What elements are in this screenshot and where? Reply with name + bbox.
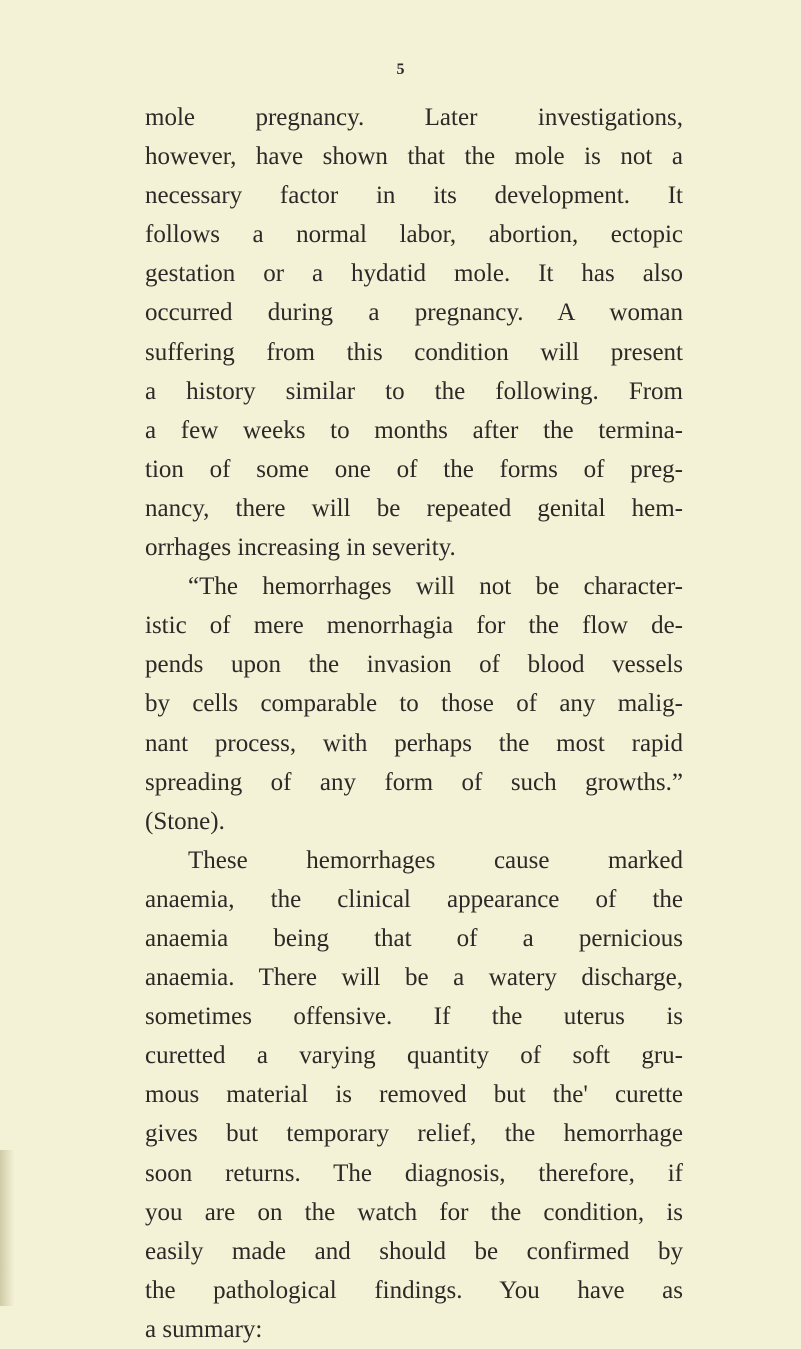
text-line: a summary: [145, 1315, 263, 1343]
text-line: you are on the watch for the condition, is [145, 1198, 683, 1226]
text-line: necessary factor in its development. It [145, 182, 683, 210]
text-line: nancy, there will be repeated genital hem- [145, 494, 683, 522]
text-line: istic of mere menorrhagia for the flow de- [145, 612, 683, 640]
text-line: the pathological findings. You have as [145, 1276, 683, 1304]
text-line: a history similar to the following. From [145, 377, 683, 405]
text-line: nant process, with perhaps the most rapid [145, 729, 683, 757]
text-line: anaemia. There will be a watery discharge, [145, 964, 683, 992]
text-line: orrhages increasing in severity. [145, 534, 456, 562]
text-line: mole pregnancy. Later investigations, [145, 104, 683, 131]
text-line: These hemorrhages cause marked [188, 846, 683, 874]
text-line: gives but temporary relief, the hemorrhage [145, 1120, 683, 1148]
text-line: tion of some one of the forms of preg- [145, 455, 683, 483]
text-line: occurred during a pregnancy. A woman [145, 299, 683, 327]
text-line: mous material is removed but the' curette [145, 1081, 683, 1109]
text-line: suffering from this condition will present [145, 338, 683, 366]
text-line: curetted a varying quantity of soft gru- [145, 1042, 683, 1070]
text-line: anaemia being that of a pernicious [145, 924, 683, 952]
page-number: 5 [396, 61, 405, 78]
text-line: gestation or a hydatid mole. It has also [145, 260, 683, 288]
text-line: however, have shown that the mole is not a [145, 143, 683, 171]
text-line: easily made and should be confirmed by [145, 1237, 683, 1265]
text-line: a few weeks to months after the termina- [145, 416, 683, 444]
text-line: spreading of any form of such growths.” [145, 768, 683, 796]
text-line: soon returns. The diagnosis, therefore, if [145, 1159, 683, 1187]
body-text [145, 98, 683, 1349]
text-line: anaemia, the clinical appearance of the [145, 885, 683, 913]
text-line: “The hemorrhages will not be character- [188, 573, 683, 601]
text-line: sometimes offensive. If the uterus is [145, 1003, 683, 1031]
text-line: (Stone). [145, 807, 225, 835]
text-line: by cells comparable to those of any malig- [145, 690, 683, 718]
text-line: follows a normal labor, abortion, ectopic [145, 221, 683, 249]
text-line: pends upon the invasion of blood vessels [145, 651, 683, 679]
page-edge-shadow [0, 1150, 14, 1306]
